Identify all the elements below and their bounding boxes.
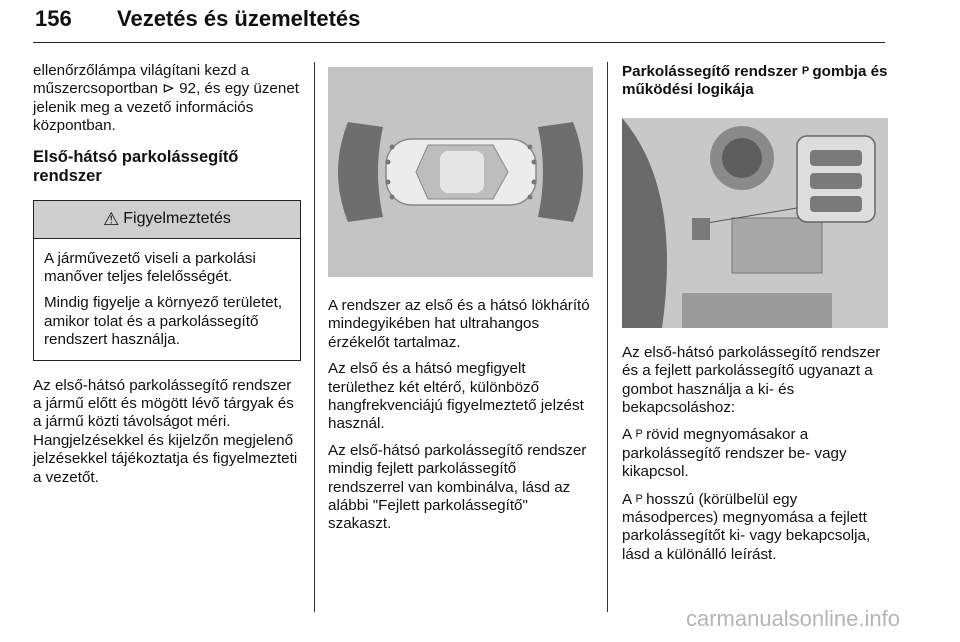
heading-part-1: Parkolássegítő rendszer — [622, 63, 798, 80]
car-top-view-icon — [328, 67, 593, 277]
text-segment: A — [622, 490, 632, 508]
parking-assist-icon: P — [635, 428, 642, 441]
warning-body — [34, 239, 300, 360]
body-paragraph-3: Az első-hátsó parkolássegítő rendszer mindig fejlett parkolássegítő rendszerrel van kombinálva, lásd az alábbi "Fejlett parkolássegítő" szakaszt. — [328, 441, 587, 533]
page-header — [33, 6, 885, 42]
sensor-zones-illustration — [328, 67, 593, 277]
body-paragraph-3 — [622, 490, 888, 565]
text-segment: rövid megnyomásakor a parkolássegítő rendszer be- vagy kikapcsol. — [622, 426, 847, 481]
column-divider-1 — [314, 62, 315, 612]
warning-header — [34, 201, 300, 239]
intro-paragraph: ellenőrzőlámpa világítani kezd a műszercsoportban ⊳ 92, és egy üzenet jelenik meg a vezető információs központban. — [33, 62, 299, 135]
body-paragraph-1: A rendszer az első és a hátsó lökhárító mindegyikében hat ultrahangos érzékelőt tartalmaz. — [328, 297, 590, 351]
column-divider-2 — [607, 62, 608, 612]
text-segment: hosszú (körülbelül egy másodperces) megnyomása a fejlett parkolássegítőt ki- vagy bekapcsolja, lásd a különálló leírást. — [622, 490, 871, 563]
parking-assist-icon: P — [635, 492, 642, 505]
page-title: Vezetés és üzemeltetés — [117, 6, 361, 31]
parking-assist-icon: P — [801, 65, 809, 77]
warning-title: Figyelmeztetés — [123, 210, 231, 228]
column-3 — [622, 62, 888, 572]
warning-box — [33, 200, 301, 361]
body-paragraph-2 — [622, 425, 888, 481]
watermark: carmanualsonline.info — [685, 606, 900, 631]
body-paragraph-2: Az első és a hátsó megfigyelt területhez két eltérő, különböző hangfrekvenciájú figyelmeztető jelzést használ. — [328, 360, 584, 433]
dashboard-icon — [622, 118, 888, 328]
text-segment: A — [622, 426, 632, 444]
warning-triangle-icon: ⚠ — [103, 208, 120, 229]
section-heading: Első-hátsó parkolássegítő rendszer — [33, 147, 239, 185]
page-number: 156 — [35, 6, 72, 31]
column-1 — [33, 62, 301, 495]
section-heading — [622, 62, 888, 100]
column-2 — [328, 62, 593, 542]
header-rule — [33, 42, 885, 43]
heading-part-2: gombja és működési logikája — [622, 63, 888, 99]
body-paragraph-1: Az első-hátsó parkolássegítő rendszer és a fejlett parkolássegítő ugyanazt a gombot használja a ki- és bekapcsoláshoz: — [622, 343, 881, 417]
dashboard-button-illustration — [622, 118, 888, 328]
body-paragraph: Az első-hátsó parkolássegítő rendszer a jármű előtt és mögött lévő tárgyak és a jármű közti távolságot méri. Hangjelzésekkel és kijelzőn megjelenő jelzésekkel tájékoztatja és figyelmezteti a vezetőt. — [33, 376, 298, 486]
warning-paragraph-1: A járművezető viseli a parkolási manőver teljes felelősségét. — [44, 249, 256, 286]
warning-paragraph-2: Mindig figyelje a környező területet, amikor tolat és a parkolássegítő rendszert használja. — [44, 294, 283, 349]
